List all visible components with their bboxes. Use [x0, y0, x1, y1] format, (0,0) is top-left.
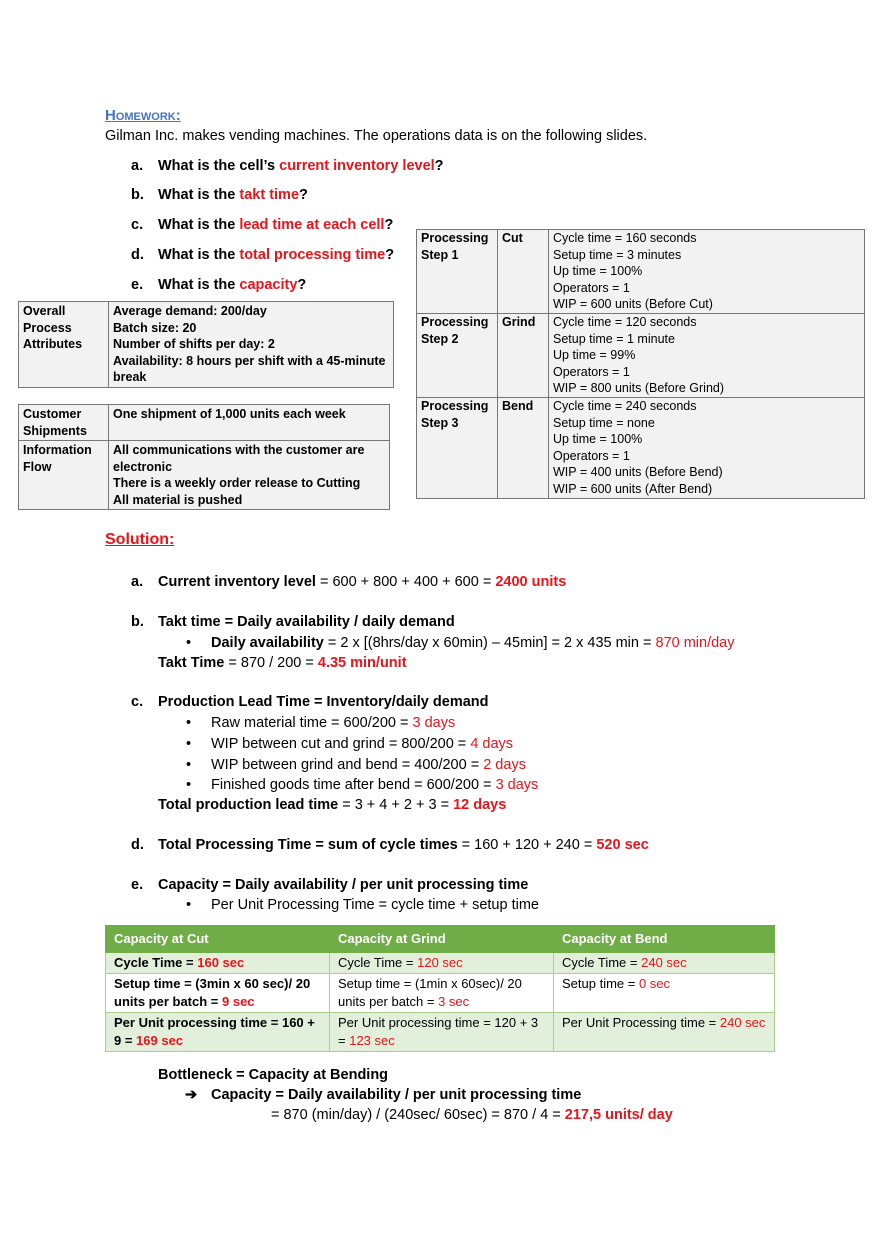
- processing-steps-table: [416, 229, 865, 499]
- question-text: [158, 158, 444, 174]
- bullet-icon: •: [186, 777, 192, 793]
- step-name: Grind: [498, 313, 549, 397]
- step-label: Processing Step 2: [417, 313, 498, 397]
- step-details: [549, 397, 865, 498]
- solution-line: [158, 694, 488, 710]
- solution-letter: c.: [131, 694, 144, 710]
- solution-line: [211, 715, 455, 731]
- highlighted-text: 169 sec: [136, 1033, 184, 1048]
- text-segment: Cycle Time =: [562, 955, 642, 970]
- highlighted-text: 12 days: [453, 797, 507, 813]
- step-label: Processing Step 3: [417, 397, 498, 498]
- text-segment: What is the: [158, 217, 240, 233]
- text-segment: ?: [385, 247, 395, 263]
- text-segment: Per Unit processing time = 120 + 3 =: [338, 1015, 539, 1048]
- solution-heading: Solution:: [105, 531, 175, 548]
- capacity-cell: [554, 953, 775, 974]
- question-letter: e.: [131, 277, 144, 293]
- step-detail-line: WIP = 800 units (Before Grind): [553, 381, 725, 396]
- text-segment: Setup time =: [562, 976, 639, 991]
- step-detail-line: Up time = 100%: [553, 432, 643, 447]
- capacity-header: Capacity at Grind: [330, 926, 554, 953]
- question-text: [158, 247, 394, 263]
- highlighted-text: 3 days: [412, 715, 456, 731]
- text-segment: Finished goods time after bend = 600/200 =: [211, 777, 496, 793]
- highlighted-text: 9 sec: [222, 994, 255, 1009]
- question-letter: b.: [131, 187, 144, 203]
- question-letter: c.: [131, 217, 144, 233]
- step-detail-line: Cycle time = 120 seconds: [553, 314, 697, 329]
- text-segment: Takt Time: [158, 655, 225, 671]
- attribute-line: Availability: 8 hours per shift with a 45-minute break: [113, 353, 386, 384]
- step-detail-line: Operators = 1: [553, 448, 630, 463]
- solution-letter: d.: [131, 837, 144, 853]
- solution-line: [211, 897, 539, 913]
- capacity-row: [106, 1013, 775, 1052]
- step-detail-line: WIP = 400 units (Before Bend): [553, 465, 723, 480]
- step-label: Processing Step 1: [417, 230, 498, 314]
- text-segment: WIP between grind and bend = 400/200 =: [211, 757, 484, 773]
- capacity-cell: [330, 953, 554, 974]
- text-segment: What is the: [158, 247, 240, 263]
- highlighted-text: lead time at each cell: [239, 217, 385, 233]
- bullet-icon: •: [186, 715, 192, 731]
- arrow-icon: ➔: [185, 1087, 198, 1103]
- attribute-line: Average demand: 200/day: [113, 304, 267, 318]
- solution-line: [158, 574, 566, 590]
- highlighted-text: 0 sec: [638, 976, 671, 991]
- attribute-line: Number of shifts per day: 2: [113, 337, 275, 351]
- bullet-icon: •: [186, 757, 192, 773]
- bullet-icon: •: [186, 635, 192, 651]
- text-segment: What is the: [158, 277, 240, 293]
- text-segment: WIP between cut and grind = 800/200 =: [211, 736, 471, 752]
- text-segment: Current inventory level: [158, 574, 316, 590]
- attribute-line: Batch size: 20: [113, 320, 197, 335]
- step-detail-line: Up time = 100%: [553, 264, 643, 279]
- highlighted-text: 3 sec: [438, 994, 470, 1009]
- step-detail-line: Setup time = 3 minutes: [553, 247, 682, 262]
- solution-line: [211, 635, 735, 651]
- info-line: There is a weekly order release to Cutting: [113, 476, 361, 490]
- highlighted-text: current inventory level: [279, 158, 435, 174]
- text-segment: What is the: [158, 187, 240, 203]
- text-segment: Setup time = (1min x 60sec)/ 20 units per batch =: [338, 976, 522, 1009]
- step-name: Cut: [498, 230, 549, 314]
- text-segment: = 600 + 800 + 400 + 600 =: [315, 574, 496, 590]
- text-segment: What is the cell’s: [158, 158, 280, 174]
- highlighted-text: 4 days: [470, 736, 514, 752]
- highlighted-text: 3 days: [495, 777, 539, 793]
- capacity-cell: [106, 974, 330, 1013]
- text-segment: Setup time = (3min x 60 sec)/ 20 units per batch =: [114, 976, 311, 1009]
- highlighted-text: 4.35 min/unit: [317, 655, 407, 671]
- capacity-row: [106, 953, 775, 974]
- solution-letter: b.: [131, 614, 144, 630]
- capacity-header: Capacity at Cut: [106, 926, 330, 953]
- bullet-icon: •: [186, 736, 192, 752]
- step-detail-line: Cycle time = 240 seconds: [553, 398, 697, 413]
- text-segment: = 160 + 120 + 240 =: [457, 837, 597, 853]
- capacity-row: [106, 974, 775, 1013]
- homework-heading: Homework:: [105, 107, 181, 124]
- step-name: Bend: [498, 397, 549, 498]
- highlighted-text: takt time: [239, 187, 300, 203]
- question-text: [158, 217, 393, 233]
- text-segment: ?: [299, 187, 308, 203]
- step-row: [417, 230, 865, 314]
- solution-line: [158, 837, 649, 853]
- text-segment: = 870 (min/day) / (240sec/ 60sec) = 870 / 4 =: [271, 1107, 565, 1123]
- text-segment: Takt time = Daily availability / daily demand: [158, 614, 455, 630]
- info-line: All material is pushed: [113, 492, 243, 507]
- highlighted-text: 123 sec: [349, 1033, 395, 1048]
- solution-line: [211, 777, 538, 793]
- highlighted-text: capacity: [239, 277, 298, 293]
- info-table: [18, 404, 390, 510]
- text-segment: Cycle Time =: [338, 955, 418, 970]
- capacity-header: Capacity at Bend: [554, 926, 775, 953]
- highlighted-text: 240 sec: [641, 955, 687, 970]
- highlighted-text: 217,5 units/ day: [564, 1107, 673, 1123]
- question-letter: d.: [131, 247, 144, 263]
- step-details: [549, 313, 865, 397]
- question-letter: a.: [131, 158, 144, 174]
- capacity-cell: [106, 1013, 330, 1052]
- text-segment: Cycle Time =: [114, 955, 198, 970]
- info-line: All communications with the customer are electronic: [113, 443, 365, 474]
- capacity-cell: [330, 974, 554, 1013]
- capacity-cell: [554, 1013, 775, 1052]
- highlighted-text: 160 sec: [197, 955, 245, 970]
- text-segment: ?: [297, 277, 307, 293]
- info-values: [109, 405, 390, 441]
- solution-letter: a.: [131, 574, 144, 590]
- step-details: [549, 230, 865, 314]
- solution-line: [158, 877, 528, 893]
- overall-label: Overall Process Attributes: [19, 302, 109, 388]
- overall-attributes-table: [18, 301, 394, 388]
- step-detail-line: WIP = 600 units (After Bend): [553, 481, 713, 496]
- bottleneck-title: Bottleneck = Capacity at Bending: [158, 1067, 389, 1083]
- step-detail-line: WIP = 600 units (Before Cut): [553, 297, 713, 312]
- solution-line: [211, 736, 513, 752]
- question-text: [158, 277, 306, 293]
- text-segment: Per Unit processing time = 160 + 9 =: [114, 1015, 315, 1048]
- highlighted-text: 120 sec: [417, 955, 463, 970]
- bullet-icon: •: [186, 897, 192, 913]
- highlighted-text: 870 min/day: [655, 635, 735, 651]
- step-detail-line: Up time = 99%: [553, 348, 636, 363]
- text-segment: = 870 / 200 =: [224, 655, 318, 671]
- step-row: [417, 313, 865, 397]
- solution-line: [158, 797, 506, 813]
- info-row: [19, 405, 390, 441]
- capacity-cell: [330, 1013, 554, 1052]
- text-segment: Raw material time = 600/200 =: [211, 715, 413, 731]
- capacity-cell: [554, 974, 775, 1013]
- highlighted-text: 2400 units: [495, 574, 567, 590]
- question-text: [158, 187, 308, 203]
- highlighted-text: 240 sec: [719, 1015, 766, 1030]
- step-detail-line: Operators = 1: [553, 280, 630, 295]
- bottleneck-capacity-formula: Capacity = Daily availability / per unit processing time: [211, 1087, 582, 1103]
- solution-line: [211, 757, 526, 773]
- step-detail-line: Setup time = none: [553, 415, 655, 430]
- info-values: [109, 441, 390, 510]
- overall-values: [109, 302, 394, 388]
- text-segment: Production Lead Time = Inventory/daily demand: [158, 694, 489, 710]
- info-line: One shipment of 1,000 units each week: [113, 407, 346, 421]
- step-row: [417, 397, 865, 498]
- info-row: [19, 441, 390, 510]
- capacity-cell: [106, 953, 330, 974]
- text-segment: Total Processing Time = sum of cycle times: [158, 837, 458, 853]
- highlighted-text: 520 sec: [596, 837, 649, 853]
- text-segment: Capacity = Daily availability / per unit processing time: [158, 877, 529, 893]
- step-detail-line: Operators = 1: [553, 364, 630, 379]
- text-segment: = 2 x [(8hrs/day x 60min) – 45min] = 2 x 435 min =: [323, 635, 656, 651]
- step-detail-line: Cycle time = 160 seconds: [553, 231, 697, 245]
- text-segment: Daily availability: [211, 635, 324, 651]
- solution-line: [158, 614, 455, 630]
- solution-letter: e.: [131, 877, 144, 893]
- text-segment: Per Unit Processing time =: [562, 1015, 720, 1030]
- intro-text: Gilman Inc. makes vending machines. The operations data is on the following slides.: [105, 128, 648, 144]
- solution-line: [158, 655, 407, 671]
- highlighted-text: 2 days: [483, 757, 526, 773]
- info-label: Information Flow: [19, 441, 109, 510]
- text-segment: ?: [384, 217, 394, 233]
- text-segment: ?: [434, 158, 444, 174]
- capacity-table: [105, 925, 775, 1052]
- capacity-header-row: [106, 926, 775, 953]
- text-segment: = 3 + 4 + 2 + 3 =: [338, 797, 454, 813]
- step-detail-line: Setup time = 1 minute: [553, 331, 675, 346]
- highlighted-text: total processing time: [239, 247, 386, 263]
- text-segment: Total production lead time: [158, 797, 339, 813]
- text-segment: Per Unit Processing Time = cycle time + setup time: [211, 897, 539, 913]
- info-label: Customer Shipments: [19, 405, 109, 441]
- bottleneck-calculation: [271, 1107, 673, 1123]
